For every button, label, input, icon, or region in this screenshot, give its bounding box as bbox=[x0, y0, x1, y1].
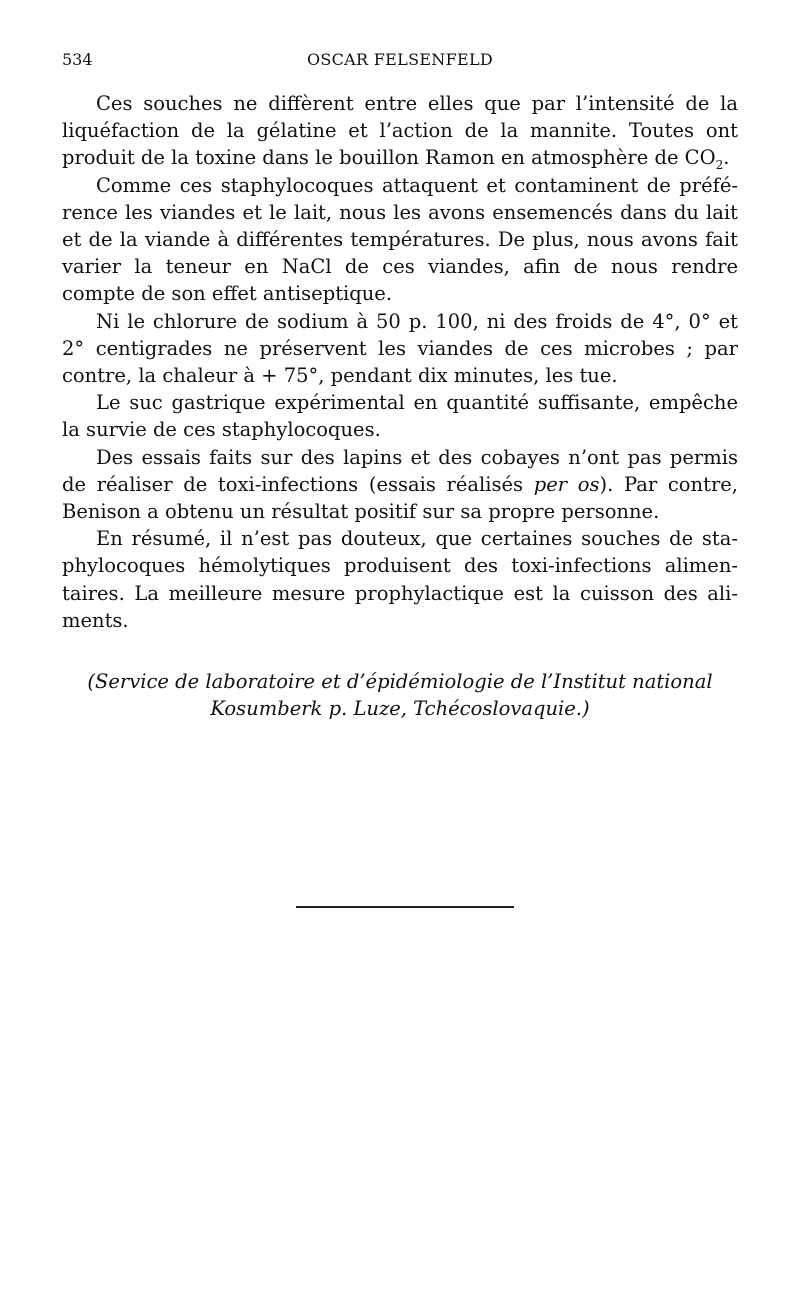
paragraph-2: Comme ces staphylocoques attaquent et contaminent de préférence les viandes et le lait, nous les avons ensemencés dans du lait et de la viande à différentes températures. De plus, nous avons fait varier la teneur en NaCl de ces viandes, afin de nous rendre compte de son effet antiseptique. bbox=[62, 173, 738, 306]
running-title: OSCAR FELSENFELD bbox=[306, 50, 494, 69]
paragraph-3: Ni le chlorure de sodium à 50 p. 100, ni des froids de 4°, 0° et 2° centigrades ne préservent les viandes de ces microbes ; par contre, la chaleur à + 75°, pendant dix minutes, les tue. bbox=[62, 309, 738, 388]
page-number: 534 bbox=[62, 50, 93, 69]
affiliation-note bbox=[62, 668, 738, 722]
paragraph-6: En résumé, il n’est pas douteux, que certaines souches de staphylocoques hémolytiques produisent des toxi-infections alimentaires. La meilleure mesure prophylactique est la cuisson des aliments. bbox=[62, 527, 738, 632]
paragraph-1-end: . bbox=[723, 146, 730, 170]
paragraph-4: Le suc gastrique expérimental en quantité suffisante, empêche la survie de ces staphylocoques. bbox=[62, 391, 738, 442]
affiliation-line-1: (Service de laboratoire et d’épidémiologie de l’Institut national bbox=[87, 670, 713, 693]
paragraph-5-text: Des essais faits sur des lapins et des cobayes n’ont pas permis de réaliser de toxi-infections (essais réalisés bbox=[62, 445, 738, 496]
end-rule bbox=[296, 906, 514, 908]
italic-term: per os bbox=[533, 472, 600, 496]
body-text bbox=[62, 90, 738, 634]
paragraph-5 bbox=[62, 444, 738, 526]
page-header bbox=[62, 48, 738, 72]
paragraph-1-text: Ces souches ne diffèrent entre elles que par l’intensité de la liquéfaction de la gélatine et l’action de la mannite. Toutes ont produit de la toxine dans le bouillon Ramon en atmosphère de CO bbox=[62, 92, 738, 170]
paragraph-5-end: ). Par contre, Benison a obtenu un résultat positif sur sa propre personne. bbox=[62, 472, 739, 524]
co2-subscript: 2 bbox=[715, 158, 724, 173]
affiliation-line-2: Kosumberk p. Luze, Tchécoslovaquie.) bbox=[210, 697, 590, 721]
paragraph-1 bbox=[62, 90, 738, 172]
